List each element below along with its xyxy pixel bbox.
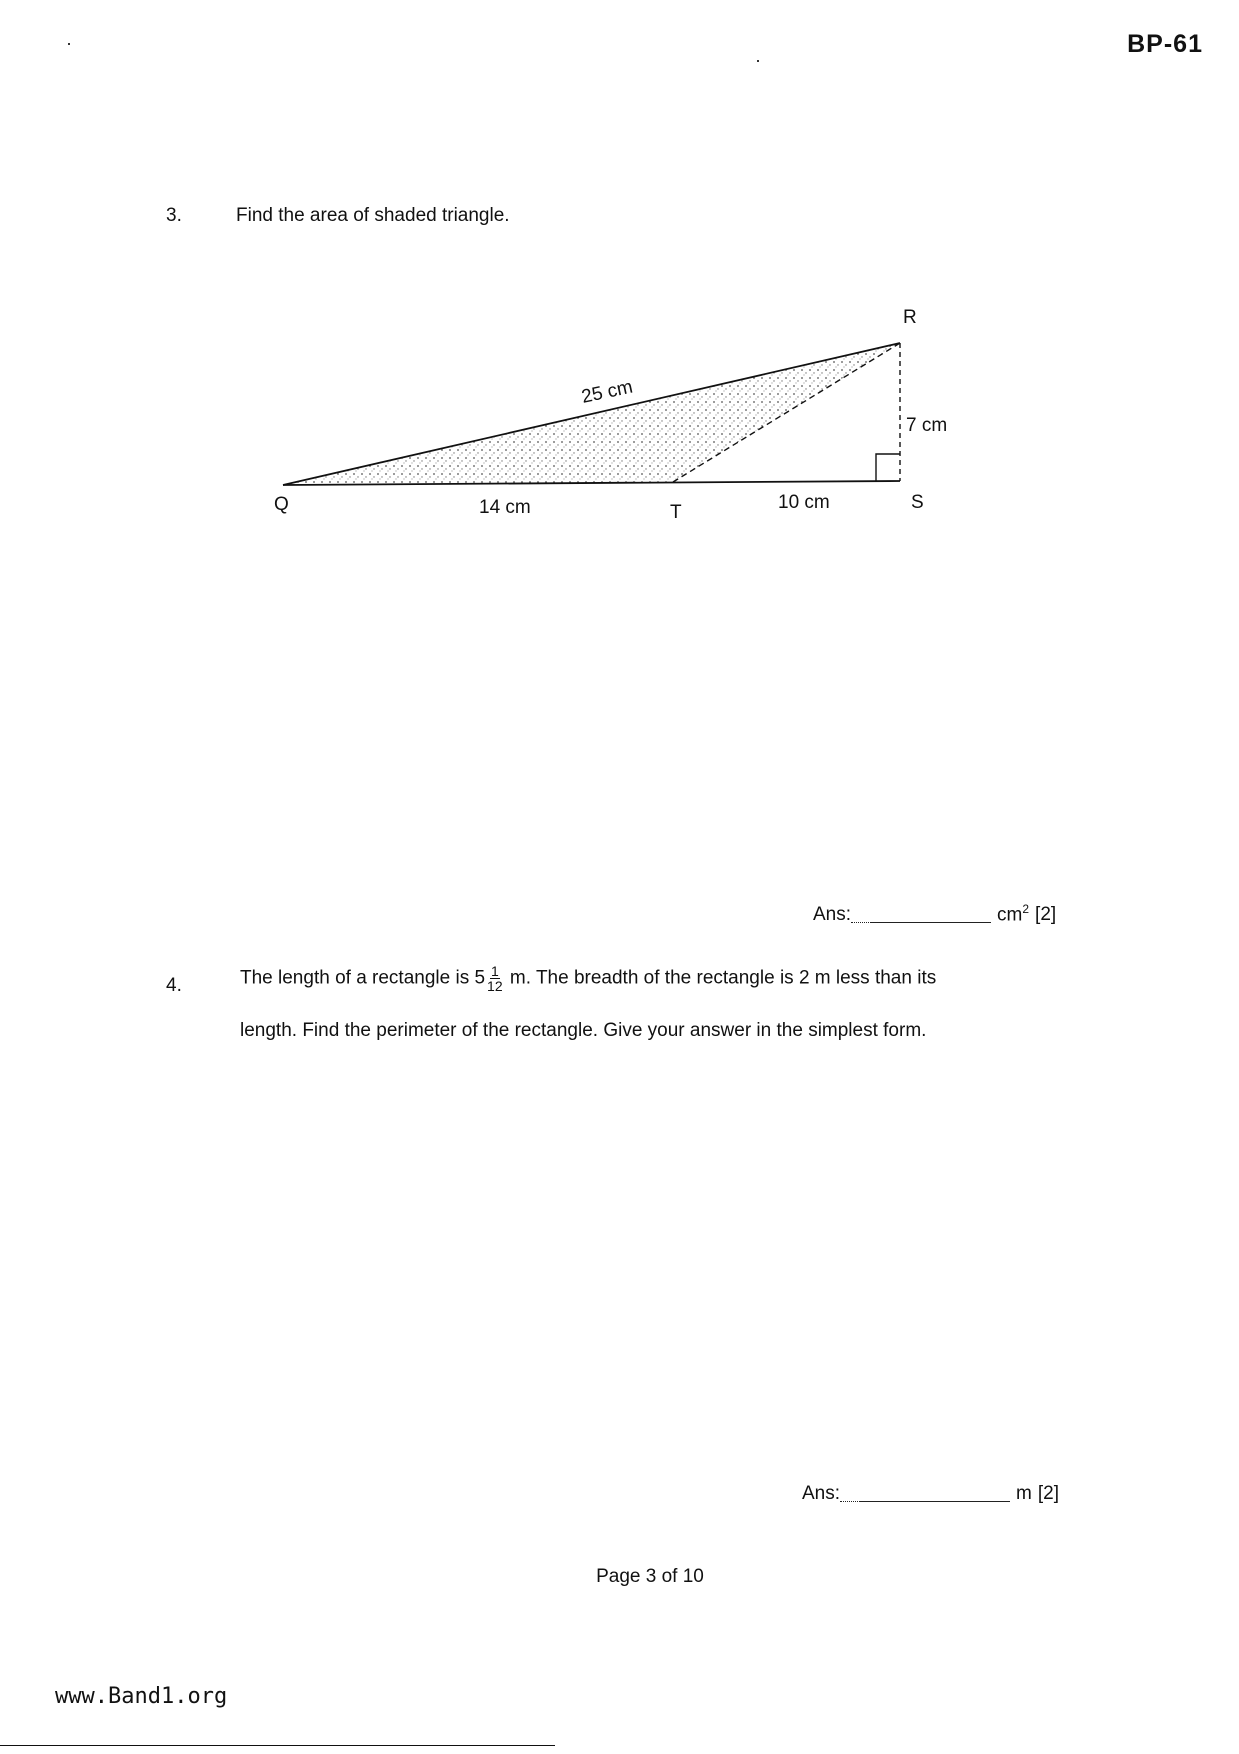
- question-4-answer: [802, 1483, 1059, 1505]
- footer-rule: [0, 1745, 555, 1746]
- answer-unit: m: [1016, 1483, 1032, 1504]
- question-4-text-line2: length. Find the perimeter of the rectangle. Give your answer in the simplest form.: [240, 1020, 927, 1041]
- answer-blank[interactable]: [860, 1500, 1010, 1502]
- answer-marks: [2]: [1037, 1483, 1059, 1504]
- mixed-fraction: $\frac{1}{12}$: [487, 963, 503, 994]
- answer-blank[interactable]: [871, 921, 991, 923]
- vertex-label-r: R: [903, 307, 917, 328]
- question-3-number: 3.: [166, 205, 182, 226]
- answer-unit: $cm^2$: [997, 902, 1030, 926]
- question-3-answer: [813, 902, 1056, 926]
- vertex-label-s: S: [911, 492, 924, 513]
- measure-qr: 25 cm: [579, 376, 635, 408]
- paper-code: BP-61: [1127, 30, 1203, 58]
- question-4-text: The length of a rectangle is 5 $\frac{1}{12}$ m. The breadth of the rectangle is 2 m less than its: [240, 963, 937, 994]
- right-angle-marker: [876, 454, 900, 481]
- triangle-diagram: [0, 0, 1239, 560]
- measure-ts: 10 cm: [778, 492, 830, 513]
- question-4-number: 4.: [166, 975, 182, 996]
- answer-marks: [2]: [1035, 904, 1057, 926]
- vertex-label-q: Q: [274, 494, 289, 515]
- measure-rs: 7 cm: [906, 415, 948, 436]
- answer-prefix: Ans:: [813, 904, 852, 926]
- answer-dots: [840, 1500, 860, 1502]
- page-number: Page 3 of 10: [596, 1566, 704, 1587]
- question-3-text: Find the area of shaded triangle.: [236, 205, 510, 226]
- answer-prefix: Ans:: [802, 1483, 841, 1504]
- website-link[interactable]: www.Band1.org: [55, 1684, 228, 1709]
- answer-dots: [851, 921, 871, 923]
- vertex-label-t: T: [670, 502, 682, 523]
- measure-qt: 14 cm: [479, 497, 531, 518]
